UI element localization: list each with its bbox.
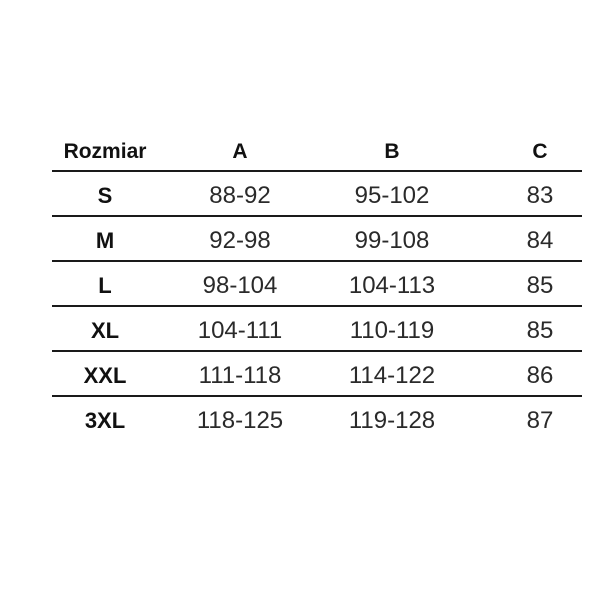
value-a: 88-92 — [209, 182, 271, 209]
row-divider — [52, 260, 582, 262]
row-divider — [52, 350, 582, 352]
value-a: 111-118 — [198, 362, 282, 389]
size-label: XL — [90, 318, 120, 343]
row-divider — [52, 170, 582, 172]
table-row — [52, 264, 582, 308]
size-label: L — [98, 273, 112, 298]
value-b: 114-122 — [348, 362, 436, 389]
size-label: S — [97, 183, 113, 208]
value-b: 119-128 — [348, 407, 436, 434]
table-row — [52, 309, 582, 353]
table-row — [52, 219, 582, 263]
value-c: 85 — [526, 317, 554, 344]
header-a: A — [232, 140, 248, 163]
value-b: 110-119 — [349, 317, 435, 344]
size-label: XXL — [83, 363, 127, 388]
value-c: 84 — [526, 227, 554, 254]
value-a: 98-104 — [202, 272, 278, 299]
value-a: 104-111 — [197, 317, 283, 344]
table-header-row — [52, 136, 582, 168]
value-c: 83 — [526, 182, 554, 209]
value-c: 85 — [526, 272, 554, 299]
row-divider — [52, 305, 582, 307]
value-c: 87 — [526, 407, 554, 434]
value-b: 99-108 — [354, 227, 430, 254]
table-row — [52, 399, 582, 443]
size-label: 3XL — [84, 408, 126, 433]
value-b: 104-113 — [348, 272, 436, 299]
value-b: 95-102 — [354, 182, 430, 209]
header-b: B — [384, 140, 400, 163]
row-divider — [52, 395, 582, 397]
table-row — [52, 174, 582, 218]
value-a: 92-98 — [209, 227, 271, 254]
table-row — [52, 354, 582, 398]
value-a: 118-125 — [196, 407, 284, 434]
size-label: M — [95, 228, 115, 253]
header-rozmiar: Rozmiar — [63, 140, 147, 163]
value-c: 86 — [526, 362, 554, 389]
header-c: C — [532, 140, 548, 163]
row-divider — [52, 215, 582, 217]
